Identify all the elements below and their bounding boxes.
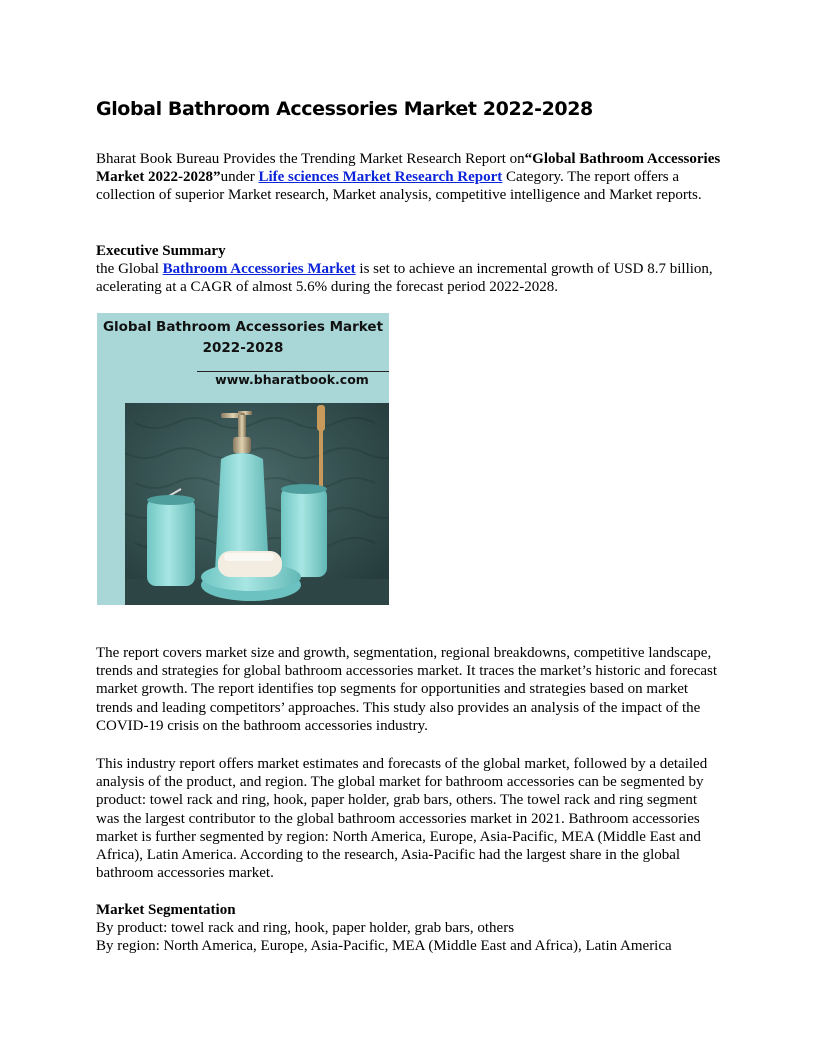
report-name: “Global Bathroom Accessories Market 2022-2028” [96, 151, 721, 186]
executive-summary-heading: Executive Summary [96, 243, 226, 259]
report-coverage-paragraph: The report covers market size and growth, segmentation, regional breakdowns, competitive landscape, trends and strategies for global bathroom accessories market. It traces the market’s historic and forecast market growth. The report identifies top segments for opportunities and strategies based on market trends and leading competitors’ approaches. This study also provides an analysis of the impact of the COVID-19 crisis on the bathroom accessories industry. [96, 645, 718, 734]
industry-report-paragraph: This industry report offers market estimates and forecasts of the global market, followed by a detailed analysis of the product, and region. The global market for bathroom accessories can be segmented by product: towel rack and ring, hook, paper holder, grab bars, others. The towel rack and ring segment was the largest contributor to the global bathroom accessories market in 2021. Bathroom accessories market is further segmented by region: North America, Europe, Asia-Pacific, MEA (Middle East and Africa), Latin America. According to the research, Asia-Pacific had the largest share in the global bathroom accessories market. [96, 756, 708, 882]
life-sciences-report-link[interactable]: Life sciences Market Research Report [258, 169, 503, 186]
intro-paragraph [96, 150, 722, 205]
document-title: Global Bathroom Accessories Market 2022-2028 [96, 98, 593, 120]
intro-text-3: Category. The report offers a collection of superior Market research, Market analysis, competitive intelligence and Market reports. [96, 169, 702, 204]
executive-summary-text-1: the Global [96, 261, 163, 278]
report-cover-image [97, 313, 389, 605]
cover-title [97, 317, 389, 359]
cover-title-line-2: 2022-2028 [202, 340, 284, 356]
intro-text-1: Bharat Book Bureau Provides the Trending Market Research Report on [96, 151, 525, 167]
market-segmentation-heading: Market Segmentation [96, 902, 236, 918]
segmentation-by-product: By product: towel rack and ring, hook, paper holder, grab bars, others [96, 920, 515, 937]
cover-url: www.bharatbook.com [215, 372, 369, 387]
market-segmentation-section [96, 901, 722, 956]
executive-summary-text-2: is set to achieve an incremental growth of USD 8.7 billion, acelerating at a CAGR of almost 5.6% during the forecast period 2022-2028. [96, 261, 713, 296]
segmentation-by-region: By region: North America, Europe, Asia-Pacific, MEA (Middle East and Africa), Latin America [96, 938, 672, 955]
intro-text-2: under [220, 169, 259, 186]
tumbler-left-icon [147, 489, 195, 586]
bathroom-accessories-market-link[interactable]: Bathroom Accessories Market [162, 261, 356, 278]
cover-title-line-1: Global Bathroom Accessories Market [102, 319, 384, 335]
executive-summary-section [96, 242, 722, 297]
bathroom-accessories-photo [125, 403, 389, 605]
